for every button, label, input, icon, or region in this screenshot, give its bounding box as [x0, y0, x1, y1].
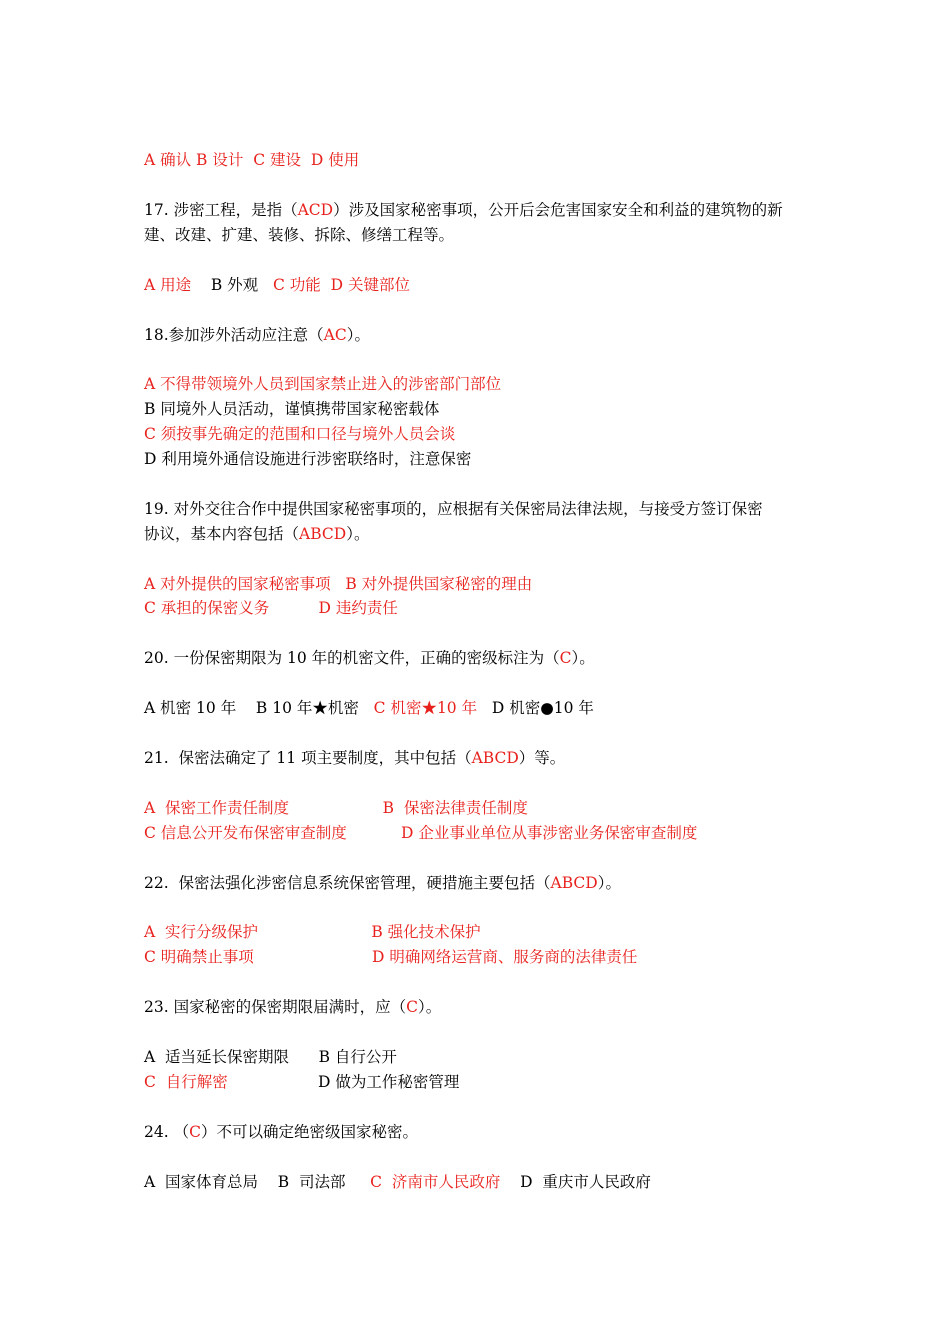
q23-options-line1: A 适当延长保密期限 B 自行公开	[144, 1048, 397, 1066]
q18-stem-pre: 18.参加涉外活动应注意（	[144, 326, 324, 344]
q22-stem	[144, 872, 621, 894]
q22-stem-pre: 22. 保密法强化涉密信息系统保密管理，硬措施主要包括（	[144, 874, 551, 892]
q17-option-b: B 外观	[191, 276, 269, 294]
q18-stem	[144, 324, 370, 346]
q22-stem-post: ）。	[597, 874, 621, 892]
q24-option-d: D 重庆市人民政府	[500, 1173, 651, 1191]
q17-option-a: A 用途	[144, 276, 192, 294]
q19-options-line1: A 对外提供的国家秘密事项 B 对外提供国家秘密的理由	[144, 575, 533, 593]
q23-stem-post: ）。	[417, 998, 442, 1016]
q22-options-line1: A 实行分级保护 B 强化技术保护	[144, 923, 481, 941]
q21-options-line1: A 保密工作责任制度 B 保密法律责任制度	[144, 799, 528, 817]
q17-answer: ACD	[297, 201, 334, 219]
q22-options-line2: C 明确禁止事项 D 明确网络运营商、服务商的法律责任	[144, 948, 638, 966]
q17-stem	[144, 199, 783, 221]
q20-option-ab: A 机密 10 年 B 10 年★机密	[144, 699, 374, 717]
q24-answer: C	[189, 1123, 201, 1141]
q20-option-d: D 机密●10 年	[482, 699, 594, 717]
q19-stem: 19. 对外交往合作中提供国家秘密事项的，应根据有关保密局法律法规，与接受方签订保密	[144, 500, 763, 518]
q17-options	[144, 274, 410, 296]
q21-stem-pre: 21. 保密法确定了 11 项主要制度，其中包括（	[144, 749, 472, 767]
q17-stem-line2: 建、改建、扩建、装修、拆除、修缮工程等。	[144, 226, 455, 244]
q20-stem	[144, 647, 595, 669]
q21-stem-post: ）等。	[518, 749, 566, 767]
q19-stem-line2-post: ）。	[346, 525, 370, 543]
q24-option-ab: A 国家体育总局 B 司法部	[144, 1173, 371, 1191]
q17-stem-pre: 17. 涉密工程，是指（	[144, 201, 298, 219]
q19-stem-line2-pre: 协议，基本内容包括（	[144, 525, 300, 543]
q24-options	[144, 1171, 651, 1193]
q20-stem-post: ）。	[571, 649, 595, 667]
q23-option-d: D 做为工作秘密管理	[318, 1073, 460, 1091]
q20-answer: C	[559, 649, 572, 667]
q20-option-c: C 机密★10 年	[373, 699, 483, 717]
q23-stem-pre: 23. 国家秘密的保密期限届满时，应（	[144, 998, 407, 1016]
q24-option-c: C 济南市人民政府	[370, 1173, 501, 1191]
q20-stem-pre: 20. 一份保密期限为 10 年的机密文件，正确的密级标注为（	[144, 649, 560, 667]
q18-option-b: B 同境外人员活动，谨慎携带国家秘密载体	[144, 400, 440, 418]
q18-answer: AC	[323, 326, 347, 344]
q17-option-cd: C 功能 D 关键部位	[268, 276, 410, 294]
q24-stem	[144, 1121, 418, 1143]
q17-stem-post: ）涉及国家秘密事项，公开后会危害国家安全和利益的建筑物的新	[333, 201, 783, 219]
q23-stem	[144, 996, 441, 1018]
q21-stem	[144, 747, 565, 769]
q19-answer: ABCD	[299, 525, 347, 543]
q24-stem-post: ）不可以确定绝密级国家秘密。	[200, 1123, 418, 1141]
q21-options-line2: C 信息公开发布保密审查制度 D 企业事业单位从事涉密业务保密审查制度	[144, 824, 698, 842]
q22-answer: ABCD	[550, 874, 598, 892]
q18-option-c: C 须按事先确定的范围和口径与境外人员会谈	[144, 425, 456, 443]
q19-stem-line2	[144, 523, 369, 545]
q18-option-a: A 不得带领境外人员到国家禁止进入的涉密部门部位	[144, 375, 502, 393]
q19-options-line2: C 承担的保密义务 D 违约责任	[144, 599, 398, 617]
q21-answer: ABCD	[471, 749, 519, 767]
q18-stem-post: ）。	[346, 326, 370, 344]
q23-answer: C	[406, 998, 418, 1016]
q20-options	[144, 697, 594, 719]
q16-options: A 确认 B 设计 C 建设 D 使用	[144, 151, 360, 169]
q24-stem-pre: 24. （	[144, 1123, 190, 1141]
q18-option-d: D 利用境外通信设施进行涉密联络时，注意保密	[144, 450, 472, 468]
q23-option-c: C 自行解密	[144, 1073, 228, 1091]
